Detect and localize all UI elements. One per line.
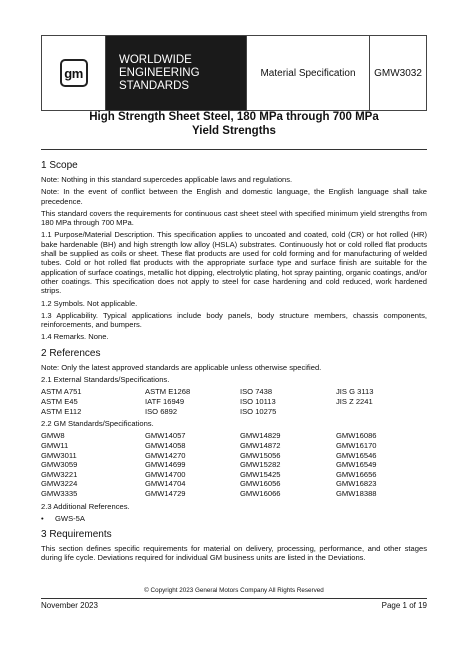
footer-date: November 2023 [41, 601, 98, 610]
standard-item: GMW14829 [240, 431, 281, 441]
standard-item: GMW11 [41, 441, 69, 451]
brand-cell [106, 36, 247, 110]
standard-item [336, 407, 427, 417]
standard-item: GMW14057 [145, 431, 186, 441]
additional-references-list [41, 514, 427, 523]
doc-type: Material Specification [247, 36, 370, 110]
standard-item: JIS G 3113 [336, 387, 374, 397]
section-scope [41, 160, 427, 342]
bullet-icon: • [41, 513, 44, 523]
standard-item: GMW16823 [336, 479, 377, 489]
standard-item: GMW14270 [145, 450, 186, 460]
title-line-2: Yield Strengths [192, 125, 276, 137]
section-requirements [41, 529, 427, 563]
title-line-1: High Strength Sheet Steel, 180 MPa through 700 MPa [89, 111, 379, 123]
standard-item: GMW14058 [145, 441, 186, 451]
paragraph: This section defines specific requirements for material on delivery, processing, performance, and other stages during life cycle. Deviations required for individual GM business units are listed in the Deviations. [41, 544, 427, 563]
standard-item: GMW3221 [41, 469, 78, 479]
standard-item: GMW16546 [336, 450, 377, 460]
logo-text: gm [64, 65, 83, 81]
standard-item: ASTM E1268 [145, 387, 191, 397]
standard-item: ASTM E112 [41, 406, 82, 416]
section-heading: 1 Scope [41, 160, 78, 171]
page-number: Page 1 of 19 [381, 601, 427, 610]
section-heading: 3 Requirements [41, 529, 112, 541]
standard-item: ASTM E45 [41, 396, 78, 406]
standard-item: GMW14704 [145, 479, 186, 489]
standard-item: GMW16066 [240, 488, 281, 498]
paragraph: 1.2 Symbols. Not applicable. [41, 298, 138, 308]
standard-item: ISO 10275 [240, 406, 277, 416]
header-box [41, 35, 427, 111]
gm-standards-list [41, 431, 427, 498]
gm-logo-icon [60, 59, 88, 87]
standard-item: GMW15425 [240, 469, 281, 479]
paragraph: 1.1 Purpose/Material Description. This specification applies to uncoated and coated, cold (CR) or hot rolled (HR) bake hardenable (BH) and high strength low alloy (HSLA) substrates. Continuously hot or cold rolled flat products shall be supplied as coils or sheet. These flat products are used for cold forming and for manufacturing of welded tubes. Cold or hot rolled flat products with the appropriate surface type and surface finish are suitable for the application of surface coatings, metallic hot dipping, electrolytic plating, hot spray painting, organic coatings, and/or other coatings. This specification does not apply to steel for case hardening and cold reduced, work hardened strips. [41, 230, 427, 296]
paragraph: Note: Nothing in this standard supercedes applicable laws and regulations. [41, 175, 293, 184]
paragraph: Note: In the event of conflict between the English and domestic language, the English language shall take precedence. [41, 187, 427, 206]
document-body [41, 160, 427, 569]
section-heading: 2 References [41, 347, 101, 359]
standard-item: ASTM A751 [41, 387, 82, 397]
standard-item: ISO 7438 [240, 387, 273, 397]
subheading: 2.2 GM Standards/Specifications. [41, 419, 154, 429]
doc-number: GMW3032 [374, 67, 422, 79]
subheading: 2.1 External Standards/Specifications. [41, 375, 170, 385]
standard-item: GMW14729 [145, 488, 186, 498]
brand-text: WORLDWIDE ENGINEERING STANDARDS [119, 53, 200, 92]
copyright-notice: © Copyright 2023 General Motors Company All Rights Reserved [144, 587, 324, 594]
standard-item: IATF 16949 [145, 396, 185, 406]
footer-divider [41, 598, 427, 599]
list-item-text: GWS-5A [55, 513, 85, 523]
standard-item: GMW14700 [145, 469, 186, 479]
standard-item: JIS Z 2241 [336, 396, 373, 406]
standard-item: GMW18388 [336, 488, 377, 498]
title-divider [41, 149, 427, 150]
paragraph: 1.4 Remarks. None. [41, 332, 109, 342]
standard-item: GMW3224 [41, 479, 78, 489]
document-title [41, 110, 427, 138]
standard-item: GMW16056 [240, 479, 281, 489]
standard-item: GMW14872 [240, 441, 281, 451]
subheading: 2.3 Additional References. [41, 501, 130, 511]
standard-item: GMW16549 [336, 460, 377, 470]
standard-item: GMW3059 [41, 460, 78, 470]
standard-item: GMW14699 [145, 460, 186, 470]
standard-item: GMW15056 [240, 450, 281, 460]
paragraph: This standard covers the requirements for continuous cast sheet steel with specified minimum yield strengths from 180 MPa through 700 MPa. [41, 208, 427, 228]
page-footer [41, 601, 427, 610]
standard-item: GMW3011 [41, 450, 77, 460]
paragraph: 1.3 Applicability. Typical applications include body panels, body structure members, chassis components, reinforcements, and bumpers. [41, 310, 427, 330]
standard-item: GMW8 [41, 431, 65, 441]
standard-item: GMW16656 [336, 469, 377, 479]
list-item [41, 514, 427, 523]
standard-item: GMW16086 [336, 431, 377, 441]
standard-item: ISO 10113 [240, 396, 276, 406]
standard-item: GMW15282 [240, 460, 281, 470]
section-references [41, 348, 427, 523]
standard-item: ISO 6892 [145, 406, 178, 416]
standard-item: GMW3335 [41, 488, 78, 498]
paragraph: Note: Only the latest approved standards are applicable unless otherwise specified. [41, 362, 322, 372]
external-standards-list [41, 387, 427, 416]
logo-cell [42, 36, 106, 110]
standard-item: GMW16170 [336, 441, 377, 451]
